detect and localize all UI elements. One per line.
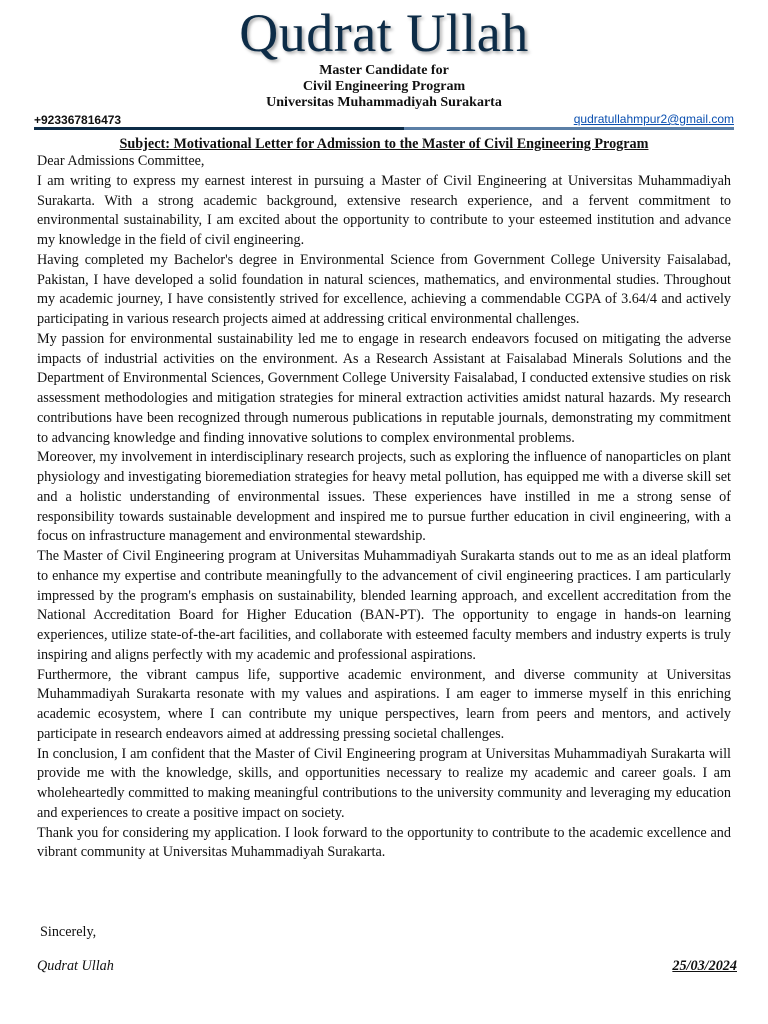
body-paragraph: Furthermore, the vibrant campus life, supportive academic environment, and diverse community at Universitas Muhammadiyah Surakarta resonate with my values and aspirations. I am eager to immerse myself in this enriching academic ecosystem, where I can contribute my unique perspectives, learn from peers and mentors, and actively participate in research endeavors aimed at addressing pressing societal challenges. [37, 666, 731, 742]
letter-subject: Subject: Motivational Letter for Admission to the Master of Civil Engineering Program [119, 136, 649, 152]
body-paragraph: I am writing to express my earnest interest in pursuing a Master of Civil Engineering at Universitas Muhammadiyah Surakarta. With a strong academic background, extensive research experience, and a fervent commitment to environmental sustainability, I am excited about the opportunity to contribute to your esteemed institution and advance my knowledge in the field of civil engineering. [37, 172, 731, 248]
body-paragraph: My passion for environmental sustainability led me to engage in research endeavors focused on mitigating the adverse impacts of industrial activities on the environment. As a Research Assistant at Faisalabad Minerals Solutions and the Department of Environmental Sciences, Government College University Faisalabad, I conducted extensive studies on risk assessment methodologies and mitigation strategies for mineral extraction activities amidst natural hazards. My research contributions have been recognized through numerous publications in reputable journals, demonstrating my commitment to advancing knowledge and finding innovative solutions to complex environmental problems. [37, 330, 731, 446]
body-paragraph: In conclusion, I am confident that the Master of Civil Engineering program at Universitas Muhammadiyah Surakarta will provide me with the knowledge, skills, and opportunities necessary to realize my academic and career goals. I am wholeheartedly committed to making meaningful contributions to the university community and leveraging my education and experiences to create a positive impact on society. [37, 745, 731, 821]
signature-name: Qudrat Ullah [37, 958, 114, 974]
letter-body [37, 152, 731, 863]
closing: Sincerely, [40, 924, 97, 940]
salutation: Dear Admissions Committee, [37, 153, 205, 169]
applicant-name: Qudrat Ullah [239, 3, 529, 63]
subtitle-line-2: Civil Engineering Program [302, 79, 466, 94]
body-paragraph: Moreover, my involvement in interdisciplinary research projects, such as exploring the influence of nanoparticles on plant physiology and investigating bioremediation strategies for heavy metal pollution, has equipped me with a diverse skill set and a holistic understanding of environmental issues. These experiences have instilled in me a strong sense of responsibility towards sustainable development and inspired me to pursue further education in civil engineering, with a focus on infrastructure management and environmental stewardship. [37, 449, 731, 545]
body-paragraph: Having completed my Bachelor's degree in Environmental Science from Government College University Faisalabad, Pakistan, I have developed a solid foundation in natural sciences, mathematics, and environmental studies. Throughout my academic journey, I have consistently strived for excellence, achieving a commendable CGPA of 3.64/4 and actively participating in various research projects aimed at addressing critical environmental challenges. [37, 251, 731, 327]
header-divider [34, 127, 734, 130]
subtitle-line-3: Universitas Muhammadiyah Surakarta [266, 95, 502, 110]
body-paragraph: Thank you for considering my application. I look forward to the opportunity to contribute to the academic excellence and vibrant community at Universitas Muhammadiyah Surakarta. [37, 824, 731, 861]
phone-number: +923367816473 [34, 113, 122, 127]
email-link[interactable]: qudratullahmpur2@gmail.com [573, 112, 734, 126]
header-divider-accent [34, 127, 404, 130]
letter-date: 25/03/2024 [672, 958, 737, 974]
subtitle-line-1: Master Candidate for [319, 63, 449, 78]
body-paragraph: The Master of Civil Engineering program at Universitas Muhammadiyah Surakarta stands out to me as an ideal platform to enhance my expertise and contribute meaningfully to the advancement of civil engineering practices. I am particularly impressed by the program's emphasis on sustainability, blended learning approach, and excellent accreditation from the National Accreditation Board for Higher Education (BAN-PT). The opportunity to engage in hands-on learning experiences, utilize state-of-the-art facilities, and collaborate with esteemed faculty members and industry experts is truly inspiring and aligns perfectly with my academic and professional aspirations. [37, 548, 731, 663]
